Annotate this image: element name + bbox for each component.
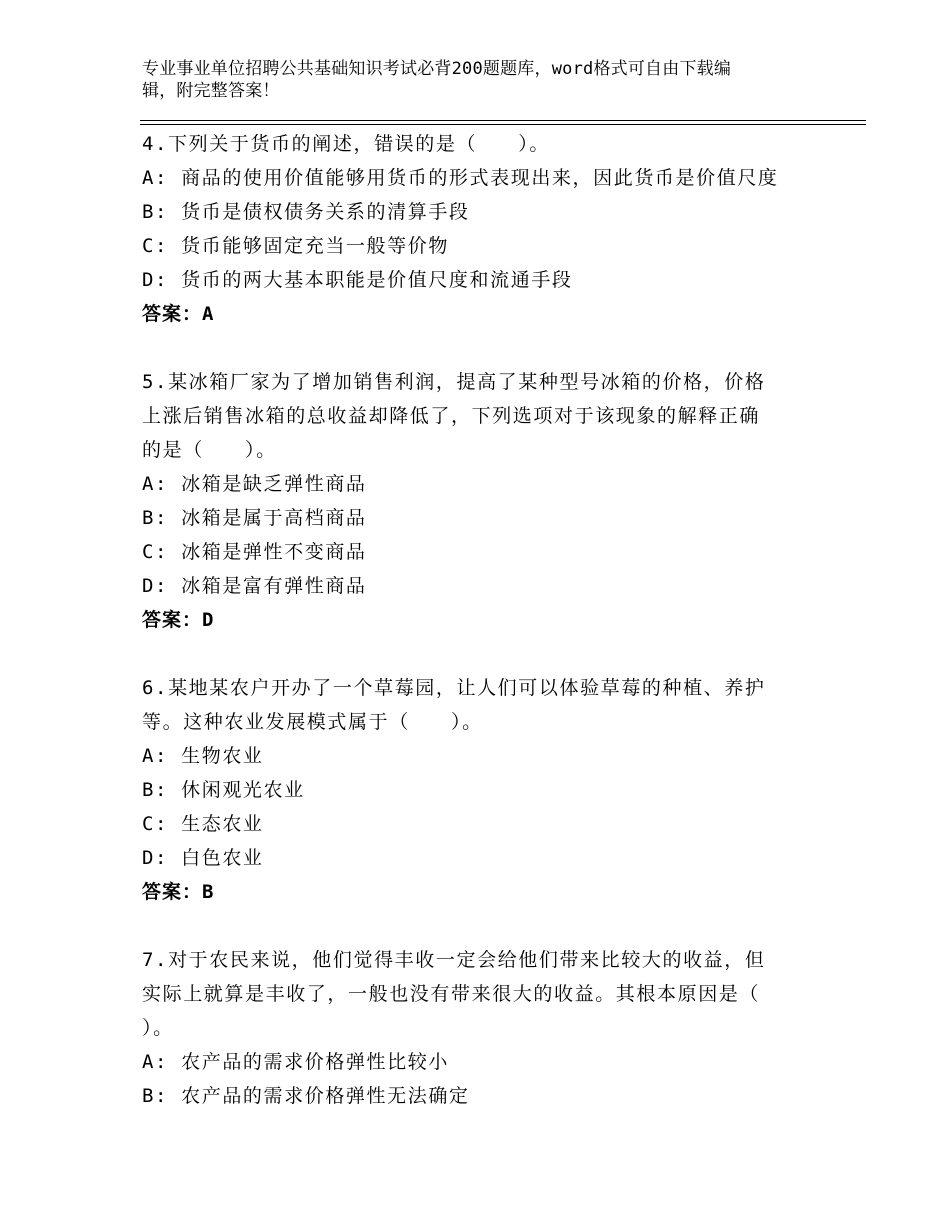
question-stem-line: 7.对于农民来说，他们觉得丰收一定会给他们带来比较大的收益，但	[142, 949, 766, 971]
question-stem-line: 4.下列关于货币的阐述，错误的是（ ）。	[142, 133, 550, 155]
question-stem-line: 的是（ ）。	[142, 439, 277, 461]
question-block	[142, 943, 822, 1113]
answer-label: 答案：A	[142, 303, 215, 325]
question-option: A: 冰箱是缺乏弹性商品	[142, 473, 367, 495]
question-option: C: 冰箱是弹性不变商品	[142, 541, 367, 563]
question-list	[142, 127, 822, 1113]
answer-label: 答案：B	[142, 881, 215, 903]
answer-label: 答案：D	[142, 609, 215, 631]
question-stem-line: 6.某地某农户开办了一个草莓园，让人们可以体验草莓的种植、养护	[142, 677, 766, 699]
question-option: B: 冰箱是属于高档商品	[142, 507, 367, 529]
question-option: A: 农产品的需求价格弹性比较小	[142, 1051, 449, 1073]
header-line-1: 专业事业单位招聘公共基础知识考试必背200题题库，word格式可自由下载编	[142, 59, 732, 79]
question-stem-line: ）。	[142, 1017, 174, 1039]
question-option: D: 白色农业	[142, 847, 264, 869]
question-option: D: 货币的两大基本职能是价值尺度和流通手段	[142, 269, 573, 291]
question-stem-line: 等。这种农业发展模式属于（ ）。	[142, 711, 483, 733]
question-stem-line: 5.某冰箱厂家为了增加销售利润，提高了某种型号冰箱的价格，价格	[142, 371, 766, 393]
question-option: B: 休闲观光农业	[142, 779, 305, 801]
question-block	[142, 671, 822, 943]
document-header	[142, 58, 822, 102]
question-option: B: 农产品的需求价格弹性无法确定	[142, 1085, 470, 1107]
header-divider-bottom	[140, 124, 866, 125]
question-block	[142, 365, 822, 671]
question-option: A: 商品的使用价值能够用货币的形式表现出来，因此货币是价值尺度	[142, 167, 779, 189]
question-option: C: 生态农业	[142, 813, 264, 835]
question-spacer	[142, 909, 822, 943]
header-divider-top	[140, 120, 866, 121]
header-line-2: 辑，附完整答案！	[142, 81, 280, 101]
question-spacer	[142, 637, 822, 671]
question-block	[142, 127, 822, 365]
question-stem-line: 上涨后销售冰箱的总收益却降低了，下列选项对于该现象的解释正确	[142, 405, 761, 427]
question-option: B: 货币是债权债务关系的清算手段	[142, 201, 470, 223]
question-option: A: 生物农业	[142, 745, 264, 767]
question-spacer	[142, 331, 822, 365]
question-option: D: 冰箱是富有弹性商品	[142, 575, 367, 597]
question-option: C: 货币能够固定充当一般等价物	[142, 235, 449, 257]
question-stem-line: 实际上就算是丰收了，一般也没有带来很大的收益。其根本原因是（	[142, 983, 761, 1005]
